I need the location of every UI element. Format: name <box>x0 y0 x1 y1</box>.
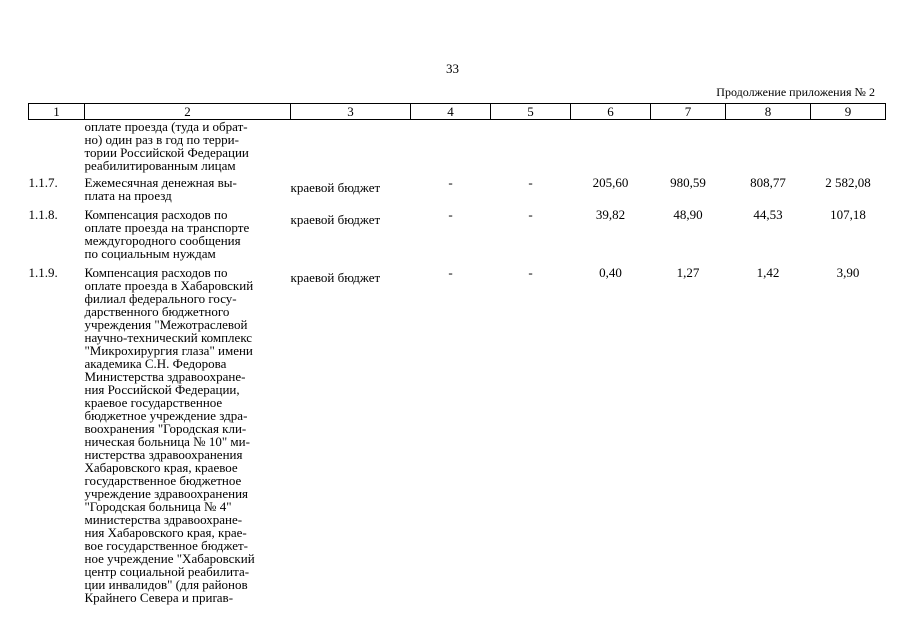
row-col6: 205,60 <box>592 174 629 190</box>
row-col7: 48,90 <box>673 206 703 222</box>
table-row <box>29 266 886 604</box>
row-number: 1.1.8. <box>28 206 58 222</box>
col-header-5: 5 <box>491 104 571 120</box>
col-header-2: 2 <box>85 104 291 120</box>
col-header-1: 1 <box>29 104 85 120</box>
row-source: краевой бюджет <box>290 179 381 195</box>
carryover-text: оплате проезда (туда и обрат- но) один раз в год по терри- тории Российской Федерации реабилитированным лицам <box>84 119 249 173</box>
row-col6: 39,82 <box>595 206 626 222</box>
row-col4: - <box>448 264 453 280</box>
row-col9: 2 582,08 <box>825 174 871 190</box>
col-header-6: 6 <box>571 104 651 120</box>
table-row <box>29 176 886 208</box>
row-col4: - <box>448 174 453 190</box>
page-number: 33 <box>446 61 459 76</box>
row-col8: 808,77 <box>750 174 786 190</box>
row-col9: 3,90 <box>836 264 860 280</box>
row-col7: 1,27 <box>676 264 700 280</box>
row-name: Компенсация расходов по оплате проезда в Хабаровский филиал федерального госу- дарственного бюджетного учреждения "Межотраслевой научно-технический комплекс "Микрохирургия глаза" имени академика С.Н. Федорова Министерства здравоохране- ния Российской Федерации, краевое государственное бюджетное учреждение здра- воохранения "Городская кли- ническая больница № 10" ми- нистерства здравоохранения Хабаровского края, краевое государственное бюджетное учреждение здравоохранения "Городская больница № 4" министерства здравоохране- ния Хабаровского края, крае- вое государственное бюджет- ное учреждение "Хабаровский центр социальной реабилита- ции инвалидов" (для районов Крайнего Севера и приrав- <box>84 264 255 605</box>
continuation-label: Продолжение приложения № 2 <box>716 85 875 99</box>
row-name: Ежемесячная денежная вы- плата на проезд <box>84 174 237 203</box>
col-header-9: 9 <box>811 104 886 120</box>
row-source: краевой бюджет <box>290 211 381 227</box>
row-number: 1.1.7. <box>28 174 58 190</box>
row-col5: - <box>528 174 533 190</box>
row-name: Компенсация расходов по оплате проезда на транспорте междугородного сообщения по социальным нуждам <box>84 206 250 261</box>
row-col8: 1,42 <box>756 264 780 280</box>
row-col6: 0,40 <box>599 264 622 280</box>
col-header-4: 4 <box>411 104 491 120</box>
row-col8: 44,53 <box>753 206 783 222</box>
table-row <box>29 208 886 266</box>
budget-table <box>28 103 886 604</box>
row-number: 1.1.9. <box>28 264 58 280</box>
col-header-3: 3 <box>291 104 411 120</box>
col-header-7: 7 <box>651 104 726 120</box>
col-header-8: 8 <box>726 104 811 120</box>
row-col4: - <box>448 206 453 222</box>
row-source: краевой бюджет <box>290 269 381 285</box>
carryover-row <box>29 120 886 176</box>
header-row <box>29 104 886 120</box>
row-col5: - <box>528 264 533 280</box>
row-col7: 980,59 <box>670 174 706 190</box>
row-col5: - <box>528 206 533 222</box>
row-col9: 107,18 <box>830 206 866 222</box>
